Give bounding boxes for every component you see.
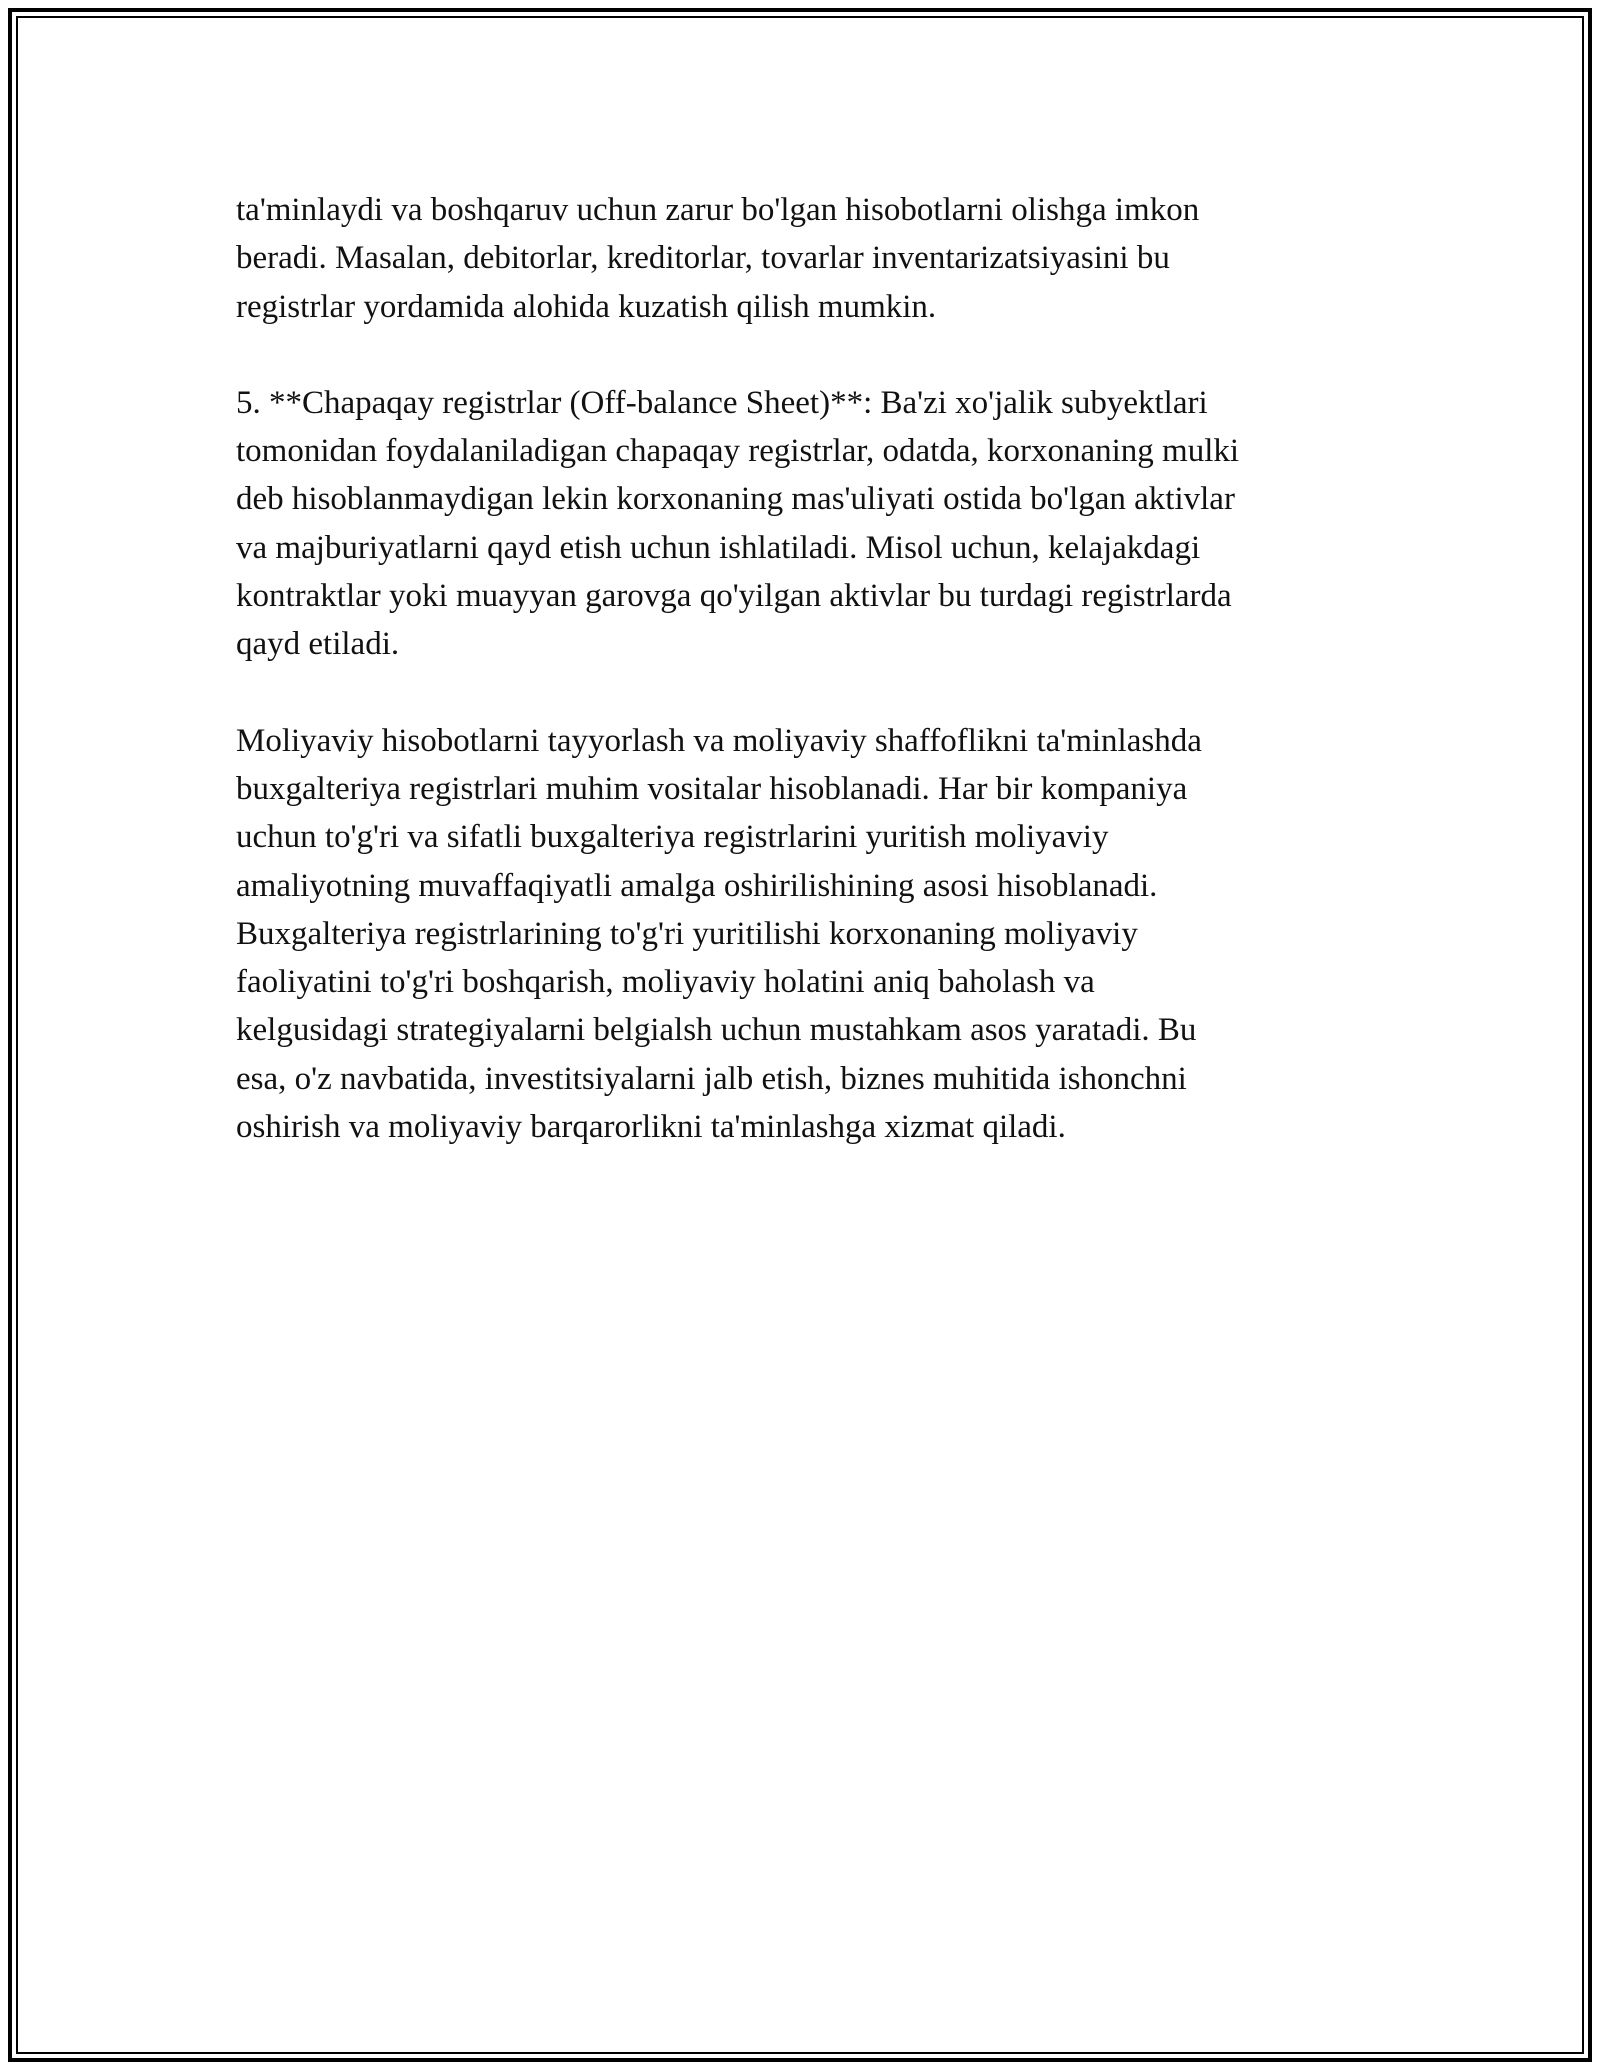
document-body <box>236 186 1366 1199</box>
paragraph-conclusion: Moliyaviy hisobotlarni tayyorlash va moliyaviy shaffoflikni ta'minlashda buxgalteriya registrlari muhim vositalar hisoblanadi. Har bir kompaniya uchun to'g'ri va sifatli buxgalteriya registrlarini yuritish moliyaviy amaliyotning muvaffaqiyatli amalga oshirilishining asosi hisoblanadi. Buxgalteriya registrlarining to'g'ri yuritilishi korxonaning moliyaviy faoliyatini to'g'ri boshqarish, moliyaviy holatini aniq baholash va kelgusidagi strategiyalarni belgialsh uchun mustahkam asos yaratadi. Bu esa, o'z navbatida, investitsiyalarni jalb etish, biznes muhitida ishonchni oshirish va moliyaviy barqarorlikni ta'minlashga xizmat qiladi. <box>236 722 1202 1146</box>
paragraph-off-balance-registers: 5. **Chapaqay registrlar (Off-balance Sheet)**: Ba'zi xo'jalik subyektlari tomonidan foydalaniladigan chapaqay registrlar, odatda, korxonaning mulki deb hisoblanmaydigan lekin korxonaning mas'uliyati ostida bo'lgan aktivlar va majburiyatlarni qayd etish uchun ishlatiladi. Misol uchun, kelajakdagi kontraktlar yoki muayyan garovga qo'yilgan aktivlar bu turdagi registrlarda qayd etiladi. <box>236 384 1240 663</box>
paragraph-registers-continuation: ta'minlaydi va boshqaruv uchun zarur bo'lgan hisobotlarni olishga imkon beradi. Masalan, debitorlar, kreditorlar, tovarlar inventarizatsiyasini bu registrlar yordamida alohida kuzatish qilish mumkin. <box>236 192 1200 325</box>
